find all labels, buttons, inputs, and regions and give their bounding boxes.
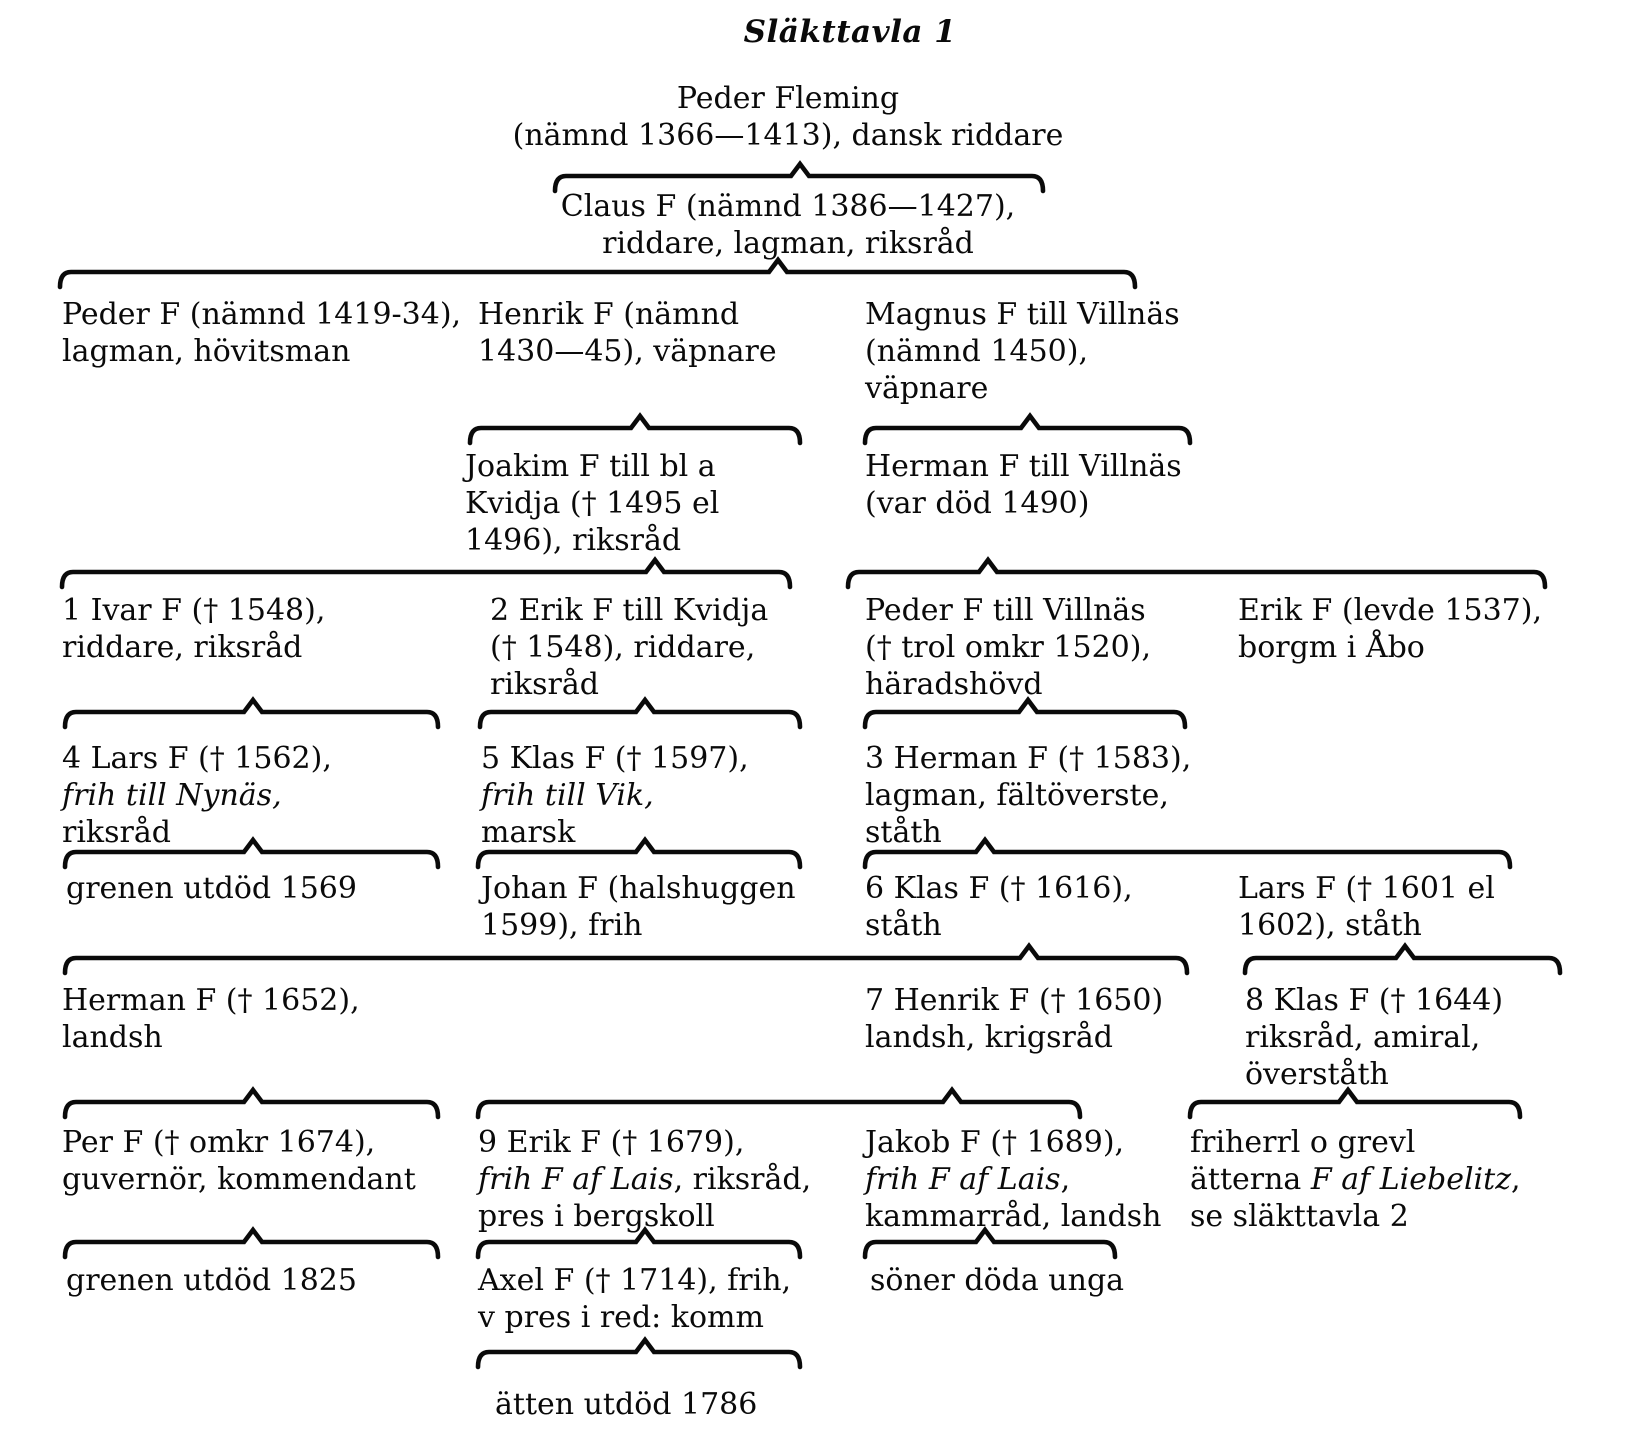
person-text-line: riddare, riksråd — [62, 630, 303, 665]
person-text-line: marsk — [481, 815, 576, 850]
person-text-line: ståth — [865, 908, 942, 943]
person-text-line: borgm i Åbo — [1238, 630, 1425, 665]
brace-peder-villnas-children — [865, 700, 1185, 727]
brace-axel-branch — [478, 1340, 800, 1367]
person-text-line: ståth — [865, 815, 942, 850]
person-text-line: 5 Klas F († 1597), — [481, 741, 749, 776]
person-erik-abo — [1238, 592, 1542, 666]
person-text-line: grenen utdöd 1569 — [66, 871, 357, 906]
person-text-line: 3 Herman F († 1583), — [865, 741, 1192, 776]
person-klas-8 — [1245, 982, 1503, 1093]
person-text-line: ätten utdöd 1786 — [495, 1387, 758, 1422]
person-erik-kvidja — [490, 592, 768, 703]
person-text-line: Claus F (nämnd 1386—1427), — [560, 189, 1016, 224]
person-text-line: 1 Ivar F († 1548), — [62, 593, 326, 628]
person-text-line: riksråd — [490, 667, 599, 702]
person-text-line: († 1548), riddare, — [490, 630, 756, 665]
person-text-line: 8 Klas F († 1644) — [1245, 983, 1504, 1018]
person-text-line: († trol omkr 1520), — [865, 630, 1151, 665]
person-text-line: Joakim F till bl a — [465, 449, 716, 484]
person-text-line: lagman, fältöverste, — [865, 778, 1169, 813]
person-text-line: 9 Erik F († 1679), — [478, 1125, 745, 1160]
person-soner-doda — [870, 1262, 1124, 1299]
brace-lars-stath-children — [1245, 946, 1560, 973]
brace-klas-8-children — [1190, 1090, 1520, 1117]
person-herman-3 — [865, 740, 1191, 851]
person-friherrl-grevl — [1190, 1124, 1521, 1235]
person-text-line: 7 Henrik F († 1650) — [865, 983, 1164, 1018]
person-text-line: väpnare — [865, 371, 989, 406]
person-herman-villnas — [865, 448, 1182, 522]
person-erik-9 — [478, 1124, 811, 1235]
person-magnus — [865, 296, 1180, 407]
person-text-line: överståth — [1245, 1057, 1389, 1092]
person-text-line: Magnus F till Villnäs — [865, 297, 1180, 332]
person-text-line: 6 Klas F († 1616), — [865, 871, 1133, 906]
person-text-line: söner döda unga — [870, 1263, 1125, 1298]
person-text-line: 1430—45), väpnare — [478, 334, 777, 369]
person-johan — [481, 870, 796, 944]
person-peder-villnas — [865, 592, 1151, 703]
person-text-line: landsh — [62, 1020, 163, 1055]
person-grenen-1569 — [66, 870, 357, 907]
brace-peder-fleming-children — [555, 164, 1043, 191]
person-per — [62, 1124, 416, 1198]
person-text-line: landsh, krigsråd — [865, 1020, 1113, 1055]
brace-henrik-7-children — [478, 1090, 1080, 1117]
person-text-line: 4 Lars F († 1562), — [62, 741, 332, 776]
brace-ivar-children — [65, 700, 438, 727]
person-text-line: Jakob F († 1689), — [865, 1125, 1125, 1160]
person-text-line: friherrl o grevl — [1190, 1125, 1416, 1160]
person-joakim — [465, 448, 719, 559]
person-text-line: Herman F († 1652), — [62, 983, 360, 1018]
person-text-line: lagman, hövitsman — [62, 334, 351, 369]
person-klas-6 — [865, 870, 1133, 944]
person-text-line: Herman F till Villnäs — [865, 449, 1182, 484]
person-text-line: Per F († omkr 1674), — [62, 1125, 376, 1160]
person-text-line: Axel F († 1714), frih, — [478, 1263, 792, 1298]
person-text-line: 1602), ståth — [1238, 908, 1422, 943]
person-text-line: guvernör, kommendant — [62, 1162, 416, 1197]
brace-klas-6-children — [65, 946, 1187, 973]
brace-erik-kvidja-children — [480, 700, 800, 727]
person-text-line: 1496), riksråd — [465, 523, 682, 558]
person-grenen-1825 — [66, 1262, 357, 1299]
brace-magnus-children — [865, 416, 1190, 443]
person-text-line: Peder F (nämnd 1419-34), — [62, 297, 462, 332]
person-text-line: Erik F (levde 1537), — [1238, 593, 1542, 628]
person-atten-utdod — [495, 1386, 757, 1423]
person-text-line: se släkttavla 2 — [1190, 1199, 1409, 1234]
person-text-line: riksråd — [62, 815, 171, 850]
person-text-line: (nämnd 1366—1413), dansk riddare — [512, 118, 1064, 153]
person-text-line: frih till Vik, — [481, 778, 654, 813]
person-text-line: frih till Nynäs, — [62, 778, 282, 813]
person-text-line: pres i bergskoll — [478, 1199, 715, 1234]
person-peder-fleming — [513, 80, 1064, 154]
brace-herman-villnas-children — [848, 560, 1545, 587]
person-text-line: Lars F († 1601 el — [1238, 871, 1495, 906]
person-text-line: kammarråd, landsh — [865, 1199, 1162, 1234]
person-text-line: (nämnd 1450), — [865, 334, 1089, 369]
person-text-line: Peder Fleming — [676, 81, 900, 116]
person-text-line: 2 Erik F till Kvidja — [490, 593, 769, 628]
person-text-line: frih F af Lais, — [865, 1162, 1071, 1197]
brace-joakim-children — [62, 560, 790, 587]
brace-herman-1652-children — [65, 1090, 438, 1117]
person-peder-f — [62, 296, 461, 370]
person-text-line: Henrik F (nämnd — [478, 297, 740, 332]
person-jakob — [865, 1124, 1161, 1235]
person-text-line: Kvidja († 1495 el — [465, 486, 720, 521]
person-text-line: riksråd, amiral, — [1245, 1020, 1481, 1055]
person-text-line: riddare, lagman, riksråd — [602, 226, 974, 261]
person-ivar — [62, 592, 325, 666]
person-lars-stath — [1238, 870, 1495, 944]
person-henrik-7 — [865, 982, 1163, 1056]
person-text-line: grenen utdöd 1825 — [66, 1263, 357, 1298]
person-lars-nynas — [62, 740, 332, 851]
person-claus — [561, 188, 1015, 262]
person-klas-vik — [481, 740, 749, 851]
page-title: Släkttavla 1 — [743, 14, 957, 50]
person-axel — [478, 1262, 791, 1336]
brace-claus-children — [60, 260, 1135, 287]
person-text-line: (var död 1490) — [865, 486, 1090, 521]
person-text-line: frih F af Lais, riksråd, — [478, 1162, 812, 1197]
person-text-line: häradshövd — [865, 667, 1043, 702]
person-text-line: Johan F (halshuggen — [481, 871, 796, 906]
person-text-line: Peder F till Villnäs — [865, 593, 1146, 628]
person-text-line: ätterna F af Liebelitz, — [1190, 1162, 1521, 1197]
person-text-line: v pres i red: komm — [478, 1300, 764, 1335]
person-henrik — [478, 296, 777, 370]
brace-per-branch — [65, 1230, 438, 1257]
person-herman-1652 — [62, 982, 360, 1056]
brace-henrik-children — [470, 416, 800, 443]
person-text-line: 1599), frih — [481, 908, 643, 943]
